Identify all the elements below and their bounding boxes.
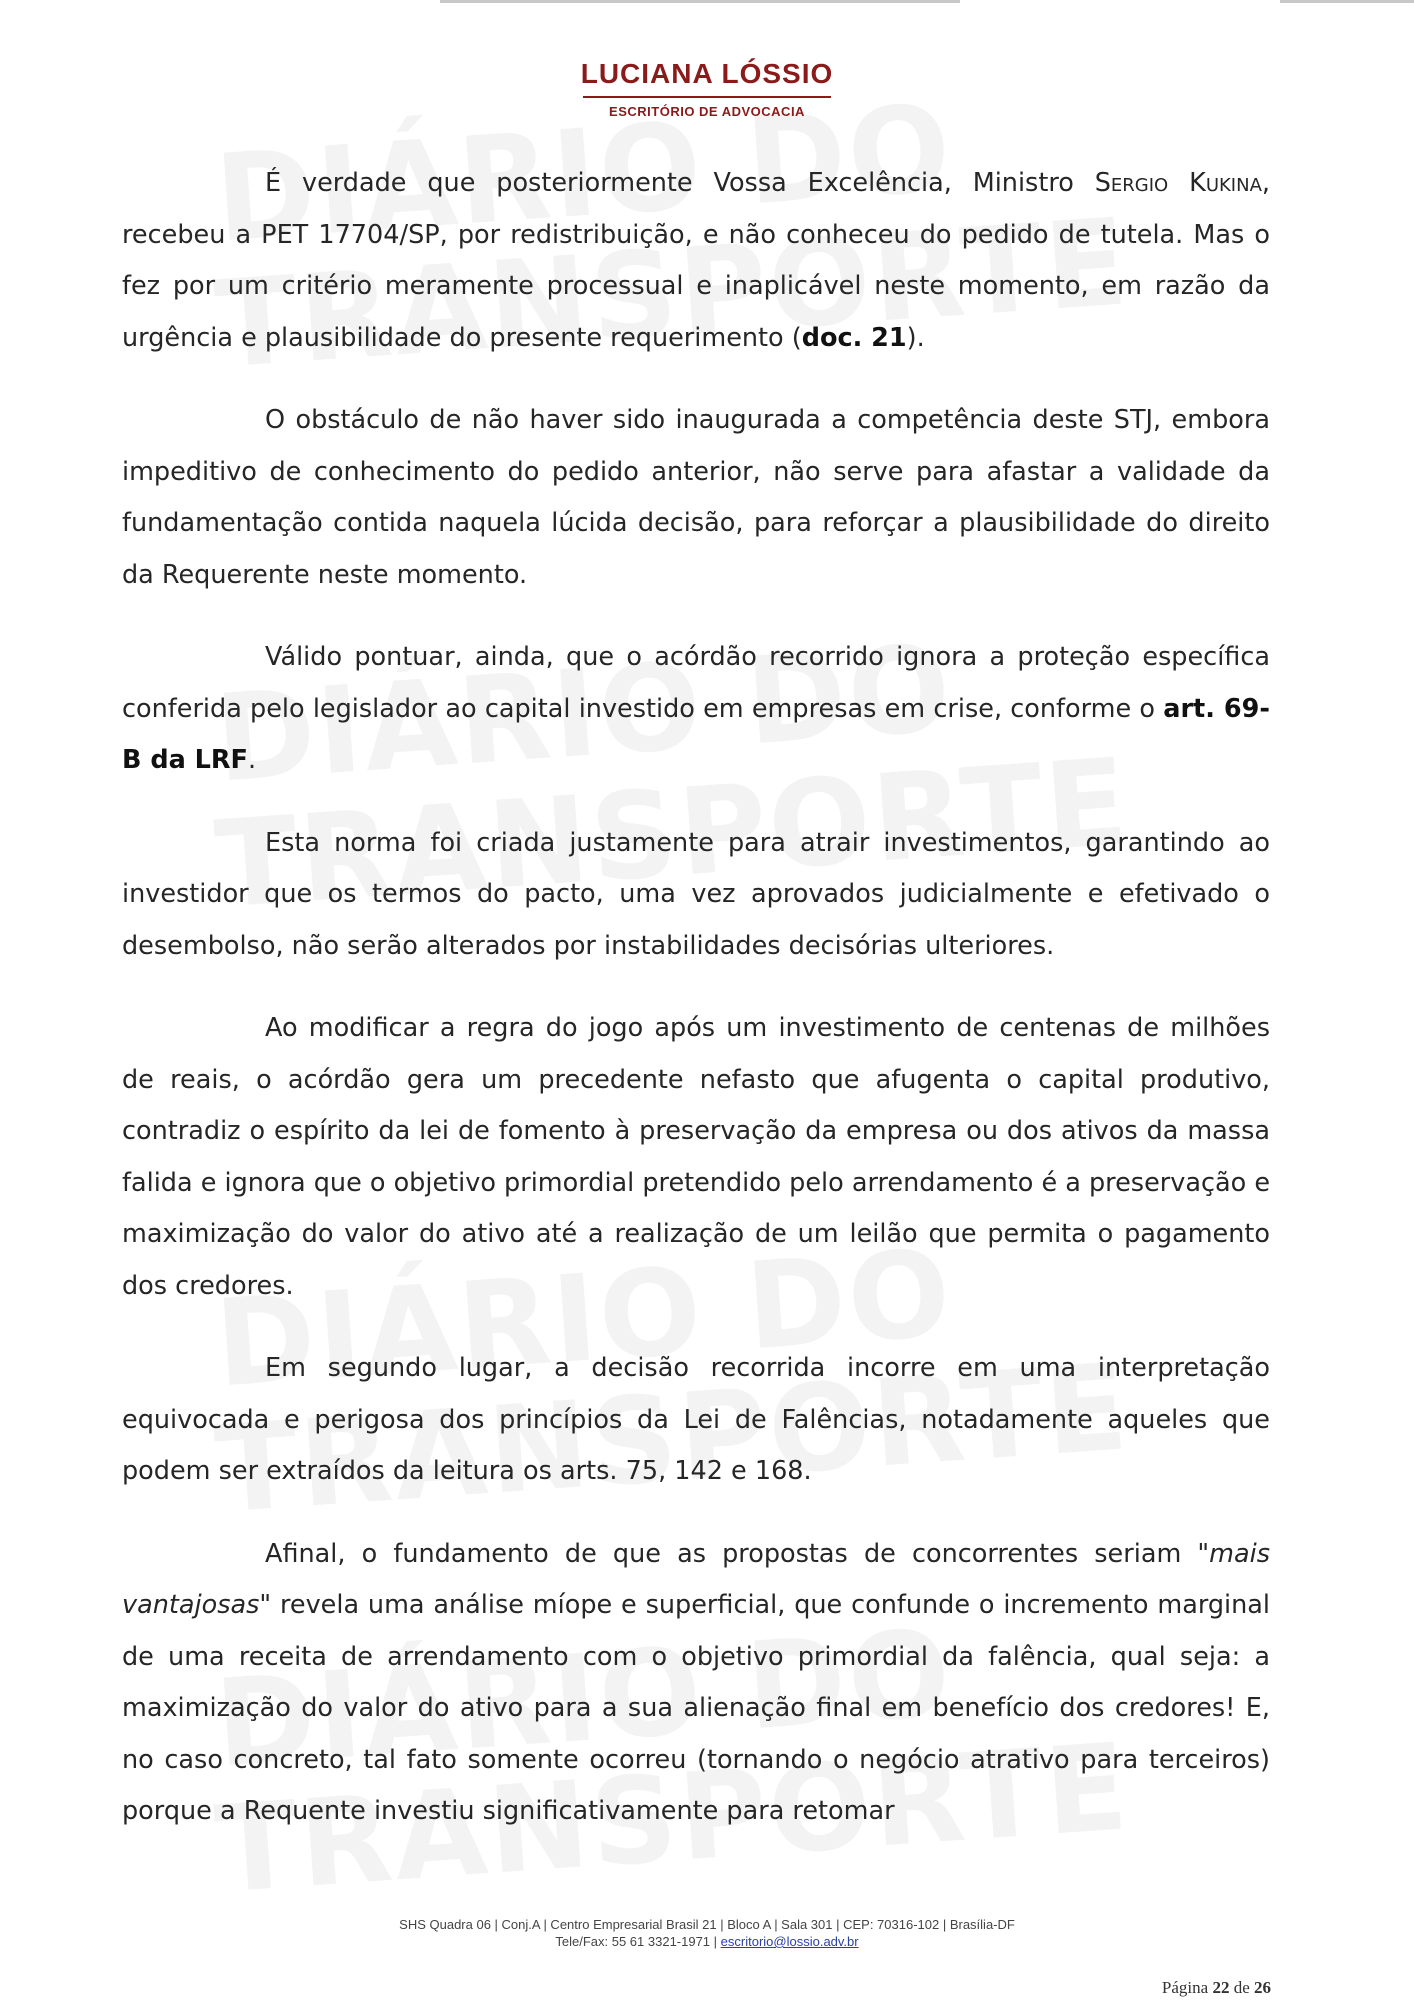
firm-subtitle: ESCRITÓRIO DE ADVOCACIA	[609, 104, 805, 119]
page-label: Página	[1161, 1978, 1209, 1997]
paragraph: O obstáculo de não haver sido inaugurada a competência deste STJ, embora impeditivo de conhecimento do pedido anterior, não serve para afastar a validade da fundamentação contida naquela lúcida decisão, para reforçar a plausibilidade do direito da Requerente neste momento.	[122, 405, 1270, 590]
paragraph-text: , recebeu a PET 17704/SP, por redistribuição, e não conheceu do pedido de tutela. Mas o fez por um critério meramente processual e inaplicável neste momento, em razão da urgência e plausibilidade do presente requerimento (	[122, 168, 1270, 353]
paragraph-text: " revela uma análise míope e superficial, que confunde o incremento marginal de uma receita de arrendamento com o objetivo primordial da falência, qual seja: a maximização do valor do ativo para a sua alienação final em benefício dos credores! E, no caso concreto, tal fato somente ocorreu (tornando o negócio atrativo para terceiros) porque a Requente investiu significativamente para retomar	[122, 1590, 1270, 1826]
law-reference: art. 69-B da LRF	[122, 693, 1270, 775]
paragraph-text: .	[247, 745, 257, 775]
quoted-phrase: mais vantajosas	[122, 1538, 1270, 1620]
top-edge-mark	[1280, 0, 1414, 3]
page-number	[1162, 1978, 1271, 1998]
footer-address: SHS Quadra 06 | Conj.A | Centro Empresarial Brasil 21 | Bloco A | Sala 301 | CEP: 70316-102 | Brasília-DF	[399, 1917, 1015, 1932]
top-edge-strip	[0, 0, 1414, 8]
letterhead	[0, 58, 1414, 119]
paragraph-text: Válido pontuar, ainda, que o acórdão recorrido ignora a proteção específica conferida pelo legislador ao capital investido em empresas em crise, conforme o	[122, 642, 1270, 724]
paragraph	[122, 632, 1270, 787]
top-edge-mark	[440, 0, 960, 3]
firm-name: LUCIANA LÓSSIO	[580, 58, 834, 89]
footer-phone: Tele/Fax: 55 61 3321-1971 |	[555, 1934, 721, 1949]
footer-contact	[0, 1933, 1414, 1950]
paragraph-text: Afinal, o fundamento de que as propostas de concorrentes seriam "	[265, 1538, 1210, 1569]
minister-name: Sergio Kukina	[1094, 168, 1262, 198]
paragraph-text: É verdade que posteriormente Vossa Excelência, Ministro	[265, 168, 1095, 198]
footer-email-link[interactable]: escritorio@lossio.adv.br	[720, 1934, 859, 1949]
footer	[0, 1916, 1414, 1950]
paragraph-text: ).	[906, 322, 925, 353]
page-current: 22	[1212, 1978, 1230, 1997]
paragraph: Em segundo lugar, a decisão recorrida incorre em uma interpretação equivocada e perigosa dos princípios da Lei de Falências, notadamente aqueles que podem ser extraídos da leitura os arts. 75, 142 e 168.	[122, 1353, 1270, 1486]
letterhead-divider	[583, 96, 831, 98]
paragraph: Ao modificar a regra do jogo após um investimento de centenas de milhões de reais, o acórdão gera um precedente nefasto que afugenta o capital produtivo, contradiz o espírito da lei de fomento à preservação da empresa ou dos ativos da massa falida e ignora que o objetivo primordial pretendido pelo arrendamento é a preservação e maximização do valor do ativo até a realização de um leilão que permita o pagamento dos credores.	[122, 1013, 1271, 1301]
page-total: 26	[1254, 1978, 1271, 1997]
document-body	[122, 158, 1270, 1869]
doc-reference: doc. 21	[801, 322, 907, 353]
paragraph	[122, 1529, 1270, 1838]
paragraph: Esta norma foi criada justamente para atrair investimentos, garantindo ao investidor que os termos do pacto, uma vez aprovados judicialmente e efetivado o desembolso, não serão alterados por instabilidades decisórias ulteriores.	[122, 827, 1270, 961]
page-of: de	[1233, 1978, 1250, 1997]
paragraph	[122, 158, 1270, 364]
